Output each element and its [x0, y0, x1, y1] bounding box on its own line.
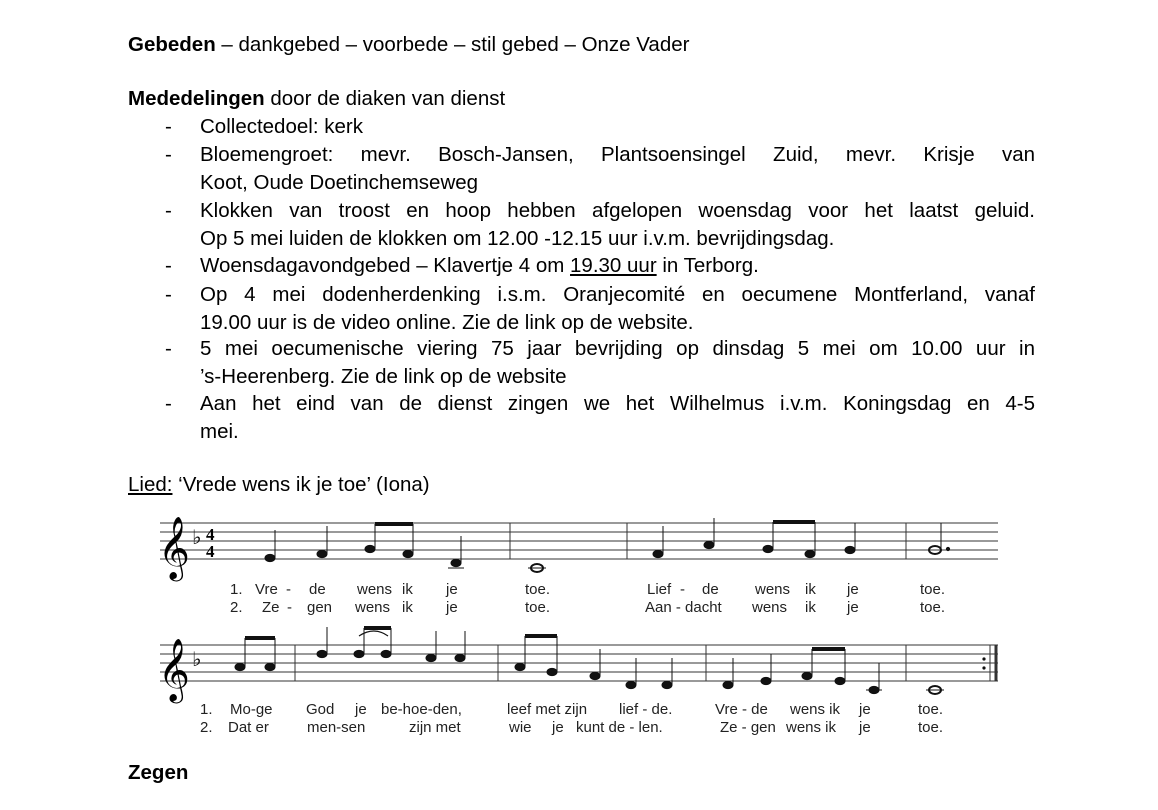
announcement-line: Collectedoel: kerk — [200, 115, 363, 138]
announcement-time: 19.30 uur — [570, 254, 657, 277]
mededelingen-heading: Mededelingen — [128, 87, 265, 110]
lyric-syllable: je — [859, 719, 871, 736]
lyric-syllable: de — [702, 581, 719, 598]
lyrics-system-1-verse-2 — [230, 599, 945, 616]
list-bullet: - — [165, 283, 172, 306]
lyric-syllable: Ze — [262, 599, 280, 616]
lyric-syllable: 2. — [200, 719, 213, 736]
list-bullet: - — [165, 199, 172, 222]
zegen-heading: Zegen — [128, 761, 189, 784]
lyric-syllable: ik — [402, 599, 413, 616]
lyric-syllable: ik — [402, 581, 413, 598]
repeat-dot-lower — [982, 666, 985, 669]
lyric-syllable: Dat er — [228, 719, 269, 736]
lyric-syllable: 1. — [230, 581, 243, 598]
announcement-text: in Terborg. — [656, 254, 759, 277]
lyric-syllable: lief - de. — [619, 701, 673, 718]
announcement-line: Op 5 mei luiden de klokken om 12.00 -12.15 uur i.v.m. bevrijdingsdag. — [200, 227, 835, 250]
lyric-syllable: Mo-ge — [230, 701, 273, 718]
lyric-syllable: toe. — [525, 581, 551, 598]
list-bullet: - — [165, 337, 172, 360]
flat-sign-icon: ♭ — [192, 647, 202, 671]
announcement-item — [200, 113, 1035, 141]
lyric-syllable: toe. — [920, 581, 946, 598]
lied-label: Lied: — [128, 473, 173, 496]
lyric-syllable: wens — [752, 599, 788, 616]
gebeden-text: – dankgebed – voorbede – stil gebed – Onze Vader — [215, 33, 690, 56]
treble-clef-icon: 𝄞 — [158, 638, 190, 701]
lyric-syllable: toe. — [525, 599, 551, 616]
announcement-line: 5 mei oecumenische viering 75 jaar bevrijding op dinsdag 5 mei om 10.00 uur in — [200, 337, 1035, 360]
lyric-syllable: ik — [805, 599, 816, 616]
announcement-item — [200, 390, 1035, 446]
lyric-syllable: toe. — [918, 719, 944, 736]
lied-title: ‘Vrede wens ik je toe’ (Iona) — [172, 473, 430, 496]
staff-system-2 — [160, 645, 998, 681]
lyric-syllable: je — [446, 599, 458, 616]
lyric-syllable: toe. — [918, 701, 944, 718]
time-signature-bottom: 4 — [206, 542, 215, 561]
lyric-syllable: Lief — [647, 581, 672, 598]
announcement-item — [200, 335, 1035, 391]
announcement-item — [200, 252, 1035, 280]
lyric-syllable: je — [847, 581, 859, 598]
announcement-line — [200, 252, 1035, 280]
lyric-syllable: kunt de - len. — [576, 719, 663, 736]
lyric-syllable: je — [446, 581, 458, 598]
list-bullet: - — [165, 115, 172, 138]
lyrics-system-2-verse-1 — [200, 701, 943, 718]
lyric-syllable: - — [286, 581, 291, 598]
announcement-line: ’s-Heerenberg. Zie de link op de website — [200, 365, 567, 388]
notes-system-1 — [265, 518, 950, 572]
lyric-syllable: wens ik — [786, 719, 837, 736]
announcement-text: Woensdagavondgebed – Klavertje 4 om — [200, 254, 571, 277]
announcement-item — [200, 141, 1035, 197]
lyric-syllable: Vre — [255, 581, 278, 598]
announcement-line: Bloemengroet: mevr. Bosch-Jansen, Plantsoensingel Zuid, mevr. Krisje van — [200, 143, 1035, 166]
lyric-syllable: Ze - gen — [720, 719, 776, 736]
announcement-line: Klokken van troost en hoop hebben afgelopen woensdag voor het laatst geluid. — [200, 199, 1035, 222]
lyric-syllable: - — [287, 599, 292, 616]
mededelingen-text: door de diaken van dienst — [264, 87, 506, 110]
lyric-syllable: - — [680, 581, 685, 598]
lyric-syllable: Aan - dacht — [645, 599, 722, 616]
gebeden-heading: Gebeden — [128, 33, 216, 56]
lied-line — [128, 471, 430, 499]
lyric-syllable: zijn met — [409, 719, 461, 736]
mededelingen-line — [128, 85, 505, 113]
lyric-syllable: be-hoe-den, — [381, 701, 462, 718]
announcement-line: 19.00 uur is de video online. Zie de link op de website. — [200, 311, 694, 334]
lyric-syllable: de — [309, 581, 326, 598]
flat-sign-icon: ♭ — [192, 525, 202, 549]
gebeden-line — [128, 31, 689, 59]
time-signature-top: 4 — [206, 525, 215, 544]
lyric-syllable: toe. — [920, 599, 946, 616]
lyric-syllable: wens — [755, 581, 791, 598]
notes-system-2 — [235, 627, 944, 694]
treble-clef-icon: 𝄞 — [158, 516, 190, 579]
lyric-syllable: je — [552, 719, 564, 736]
lyric-syllable: 1. — [200, 701, 213, 718]
list-bullet: - — [165, 254, 172, 277]
sheet-music — [152, 510, 1002, 755]
lyric-syllable: Vre - de — [715, 701, 768, 718]
lyric-syllable: je — [355, 701, 367, 718]
lyric-syllable: wens — [357, 581, 393, 598]
repeat-dot-upper — [982, 657, 985, 660]
lyric-syllable: 2. — [230, 599, 243, 616]
staff-system-1 — [160, 523, 998, 559]
announcement-line: Koot, Oude Doetinchemseweg — [200, 171, 479, 194]
lyrics-system-1-verse-1 — [230, 581, 945, 598]
list-bullet: - — [165, 392, 172, 415]
lyric-syllable: wens — [355, 599, 391, 616]
lyric-syllable: leef met zijn — [507, 701, 588, 718]
announcement-item — [200, 281, 1035, 337]
lyric-syllable: men-sen — [307, 719, 366, 736]
lyrics-system-2-verse-2 — [200, 719, 943, 736]
announcement-line: Op 4 mei dodenherdenking i.s.m. Oranjecomité en oecumene Montferland, vanaf — [200, 283, 1035, 306]
lyric-syllable: wie — [509, 719, 532, 736]
lyric-syllable: ik — [805, 581, 816, 598]
announcement-line: mei. — [200, 420, 239, 443]
lyric-syllable: je — [859, 701, 871, 718]
lyric-syllable: wens ik — [790, 701, 841, 718]
list-bullet: - — [165, 143, 172, 166]
announcement-line: Aan het eind van de dienst zingen we het Wilhelmus i.v.m. Koningsdag en 4-5 — [200, 392, 1035, 415]
lyric-syllable: je — [847, 599, 859, 616]
lyric-syllable: God — [306, 701, 335, 718]
lyric-syllable: gen — [307, 599, 333, 616]
announcement-item — [200, 197, 1035, 253]
